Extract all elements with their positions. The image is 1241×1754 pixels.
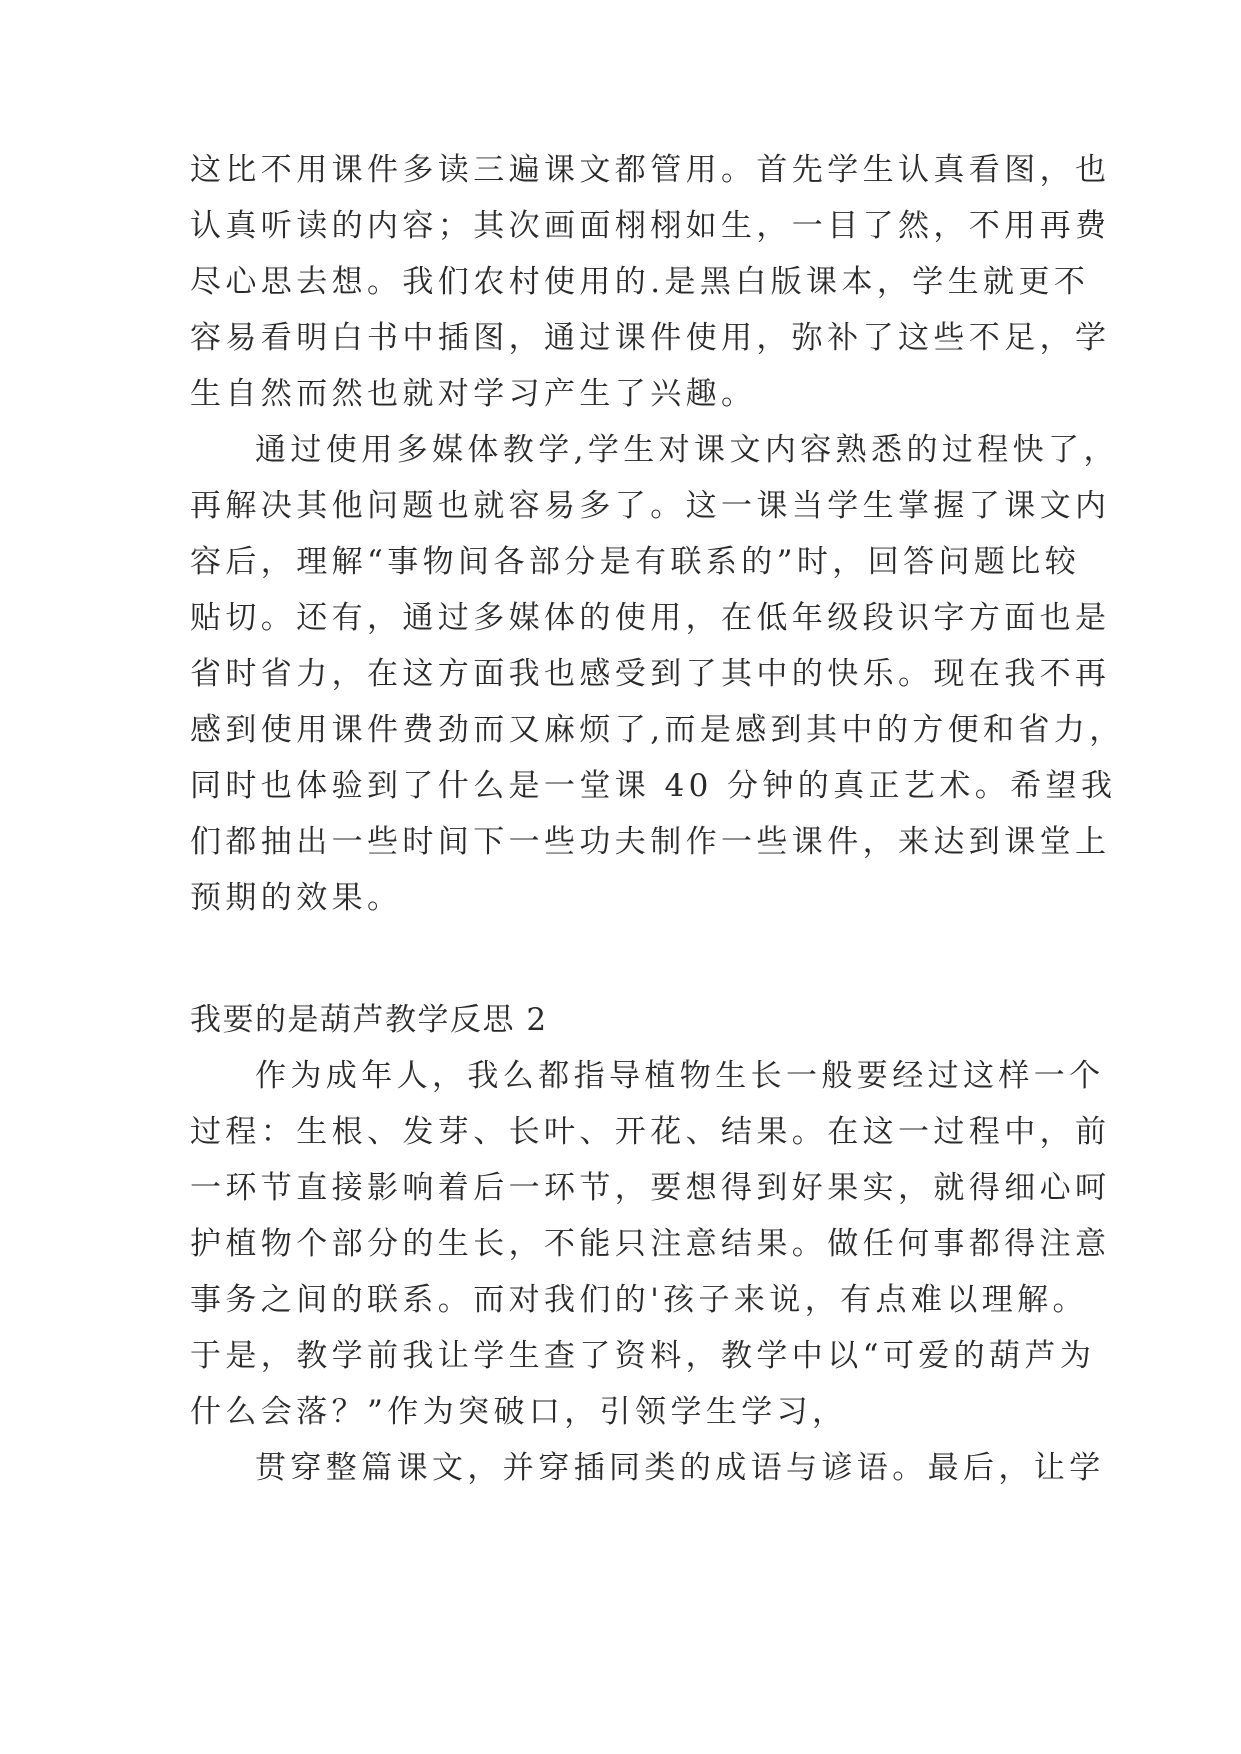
paragraph-1-line-4: 容易看明白书中插图，通过课件使用，弥补了这些不足，学	[190, 320, 1111, 356]
paragraph-2-line-8: 们都抽出一些时间下一些功夫制作一些课件，来达到课堂上	[190, 824, 1111, 860]
paragraph-2-line-7: 同时也体验到了什么是一堂课 40 分钟的真正艺术。希望我	[190, 768, 1117, 804]
paragraph-3-line-3: 一环节直接影响着后一环节，要想得到好果实，就得细心呵	[190, 1170, 1111, 1206]
paragraph-4-line-1: 贯穿整篇课文，并穿插同类的成语与谚语。最后，让学	[255, 1450, 1105, 1486]
paragraph-3-line-7: 什么会落？”作为突破口，引领学生学习，	[190, 1394, 848, 1430]
paragraph-2-line-1: 通过使用多媒体教学,学生对课文内容熟悉的过程快了，	[255, 432, 1119, 468]
paragraph-1-line-2: 认真听读的内容；其次画面栩栩如生，一目了然，不用再费	[190, 208, 1111, 244]
paragraph-2-line-3: 容后，理解“事物间各部分是有联系的”时，回答问题比较	[190, 544, 1081, 580]
paragraph-2-line-2: 再解决其他问题也就容易多了。这一课当学生掌握了课文内	[190, 488, 1111, 524]
section-title: 我要的是葫芦教学反思 2	[190, 1002, 548, 1038]
paragraph-2-line-6: 感到使用课件费劲而又麻烦了,而是感到其中的方便和省力，	[190, 712, 1125, 748]
paragraph-3-line-6: 于是，教学前我让学生查了资料，教学中以“可爱的葫芦为	[190, 1338, 1096, 1374]
paragraph-3-line-1: 作为成年人，我么都指导植物生长一般要经过这样一个	[255, 1058, 1105, 1094]
paragraph-2-line-5: 省时省力，在这方面我也感受到了其中的快乐。现在我不再	[190, 656, 1111, 692]
paragraph-2-line-4: 贴切。还有，通过多媒体的使用，在低年级段识字方面也是	[190, 600, 1111, 636]
paragraph-2-line-9: 预期的效果。	[190, 880, 403, 916]
paragraph-3-line-4: 护植物个部分的生长，不能只注意结果。做任何事都得注意	[190, 1226, 1111, 1262]
paragraph-3-line-2: 过程：生根、发芽、长叶、开花、结果。在这一过程中，前	[190, 1114, 1111, 1150]
paragraph-1-line-1: 这比不用课件多读三遍课文都管用。首先学生认真看图，也	[190, 152, 1111, 188]
paragraph-3-line-5: 事务之间的联系。而对我们的'孩子来说，有点难以理解。	[190, 1282, 1088, 1318]
paragraph-1-line-3: 尽心思去想。我们农村使用的.是黑白版课本，学生就更不	[190, 264, 1090, 300]
paragraph-1-line-5: 生自然而然也就对学习产生了兴趣。	[190, 376, 757, 412]
